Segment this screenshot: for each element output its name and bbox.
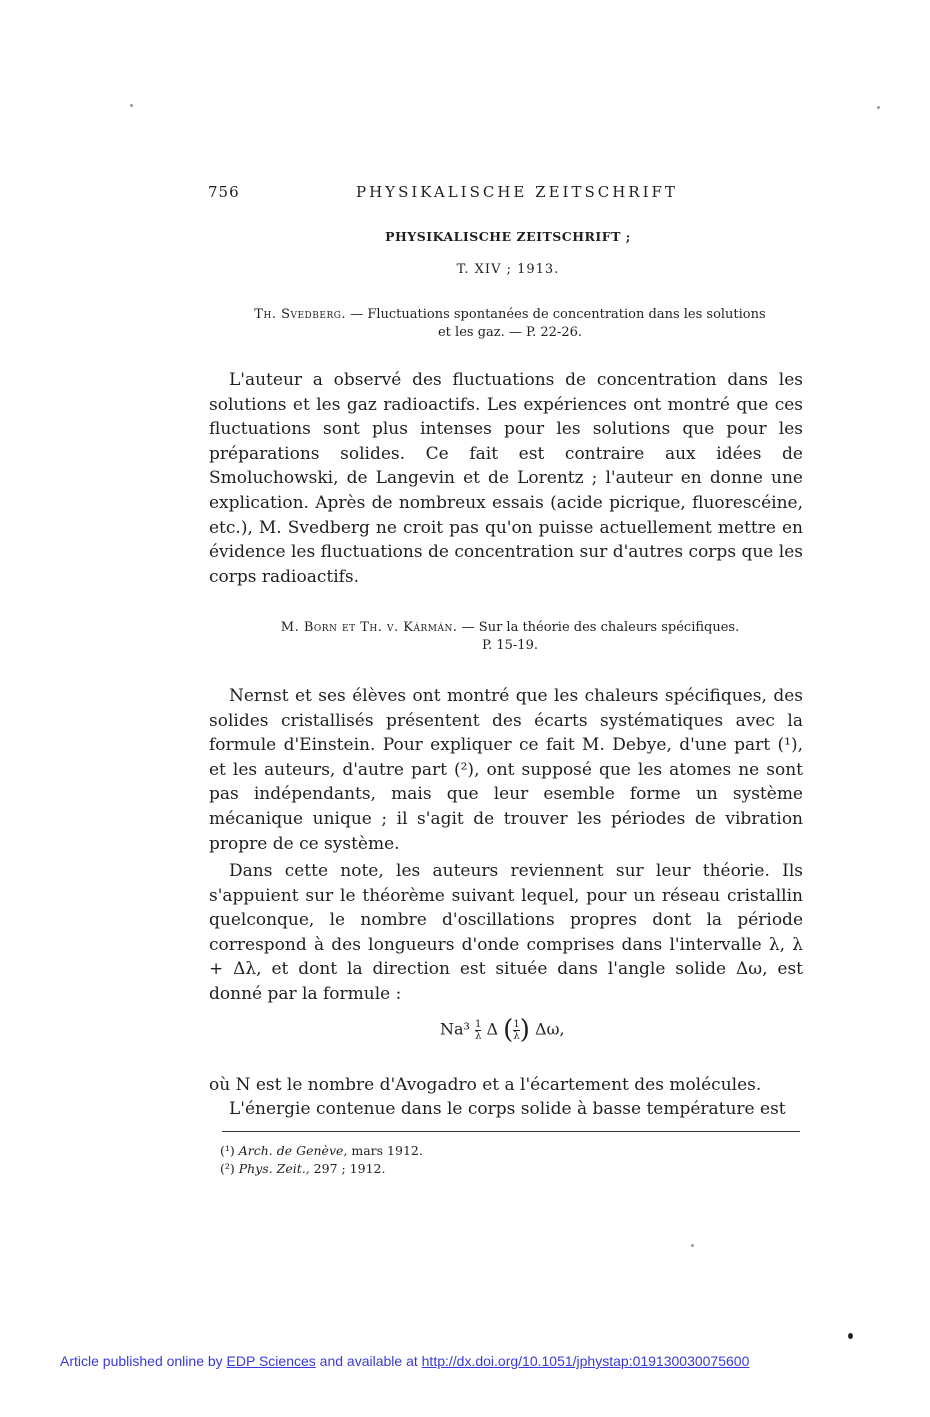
footnote-detail: mars 1912. bbox=[347, 1143, 423, 1158]
journal-running-title: PHYSIKALISCHE ZEITSCHRIFT bbox=[356, 183, 678, 201]
section-volume: T. XIV ; 1913. bbox=[456, 262, 560, 277]
running-head bbox=[208, 183, 808, 205]
footnote-mark: (¹) bbox=[220, 1143, 235, 1158]
formula-lead: Na³ bbox=[440, 1019, 470, 1039]
scan-speck bbox=[848, 1333, 853, 1339]
entry-author: Th. Svedberg. bbox=[254, 307, 347, 322]
footnote-detail: 297 ; 1912. bbox=[309, 1161, 386, 1176]
right-paren: ) bbox=[519, 1015, 530, 1045]
scan-speck bbox=[691, 1244, 694, 1247]
abstract-paragraph-3: Dans cette note, les auteurs reviennent sur leur théorie. Ils s'appuient sur le théorème suivant lequel, pour un réseau cristallin quelconque, le nombre d'oscillations propres dont la période correspond à des longueurs d'onde comprises dans l'intervalle λ, λ + Δλ, et dont la direction est située dans l'angle solide Δω, est donné par la formule : bbox=[209, 861, 803, 1004]
entry-title: — Sur la théorie des chaleurs spécifiques. bbox=[457, 620, 740, 635]
fraction-numerator: 1 bbox=[475, 1018, 482, 1030]
footer-text: and available at bbox=[315, 1353, 422, 1369]
footnote-1 bbox=[220, 1143, 423, 1159]
section-title: PHYSIKALISCHE ZEITSCHRIFT ; bbox=[385, 229, 631, 244]
formula-delta: Δ bbox=[486, 1019, 499, 1039]
scan-speck bbox=[877, 106, 880, 109]
fraction-denominator: λ bbox=[513, 1030, 520, 1042]
page-number: 756 bbox=[208, 183, 240, 201]
abstract-paragraph-4: où N est le nombre d'Avogadro et a l'écartement des molécules. bbox=[209, 1075, 762, 1095]
footnote-rule bbox=[222, 1131, 800, 1132]
abstract-paragraph-2: Nernst et ses élèves ont montré que les chaleurs spécifiques, des solides cristallisés présentent des écarts systématiques avec la formule d'Einstein. Pour expliquer ce fait M. Debye, d'une part (¹), et les auteurs, d'autre part (²), ont supposé que les atomes ne sont pas indépendants, mais que leur esemble forme un système mécanique unique ; il s'agit de trouver les périodes de vibration propre de ce système. bbox=[209, 686, 803, 854]
footnote-2 bbox=[220, 1161, 385, 1177]
footer-text: Article published online by bbox=[60, 1353, 227, 1369]
scan-speck bbox=[130, 104, 133, 107]
fraction-numerator: 1 bbox=[513, 1018, 520, 1030]
entry-title: — Fluctuations spontanées de concentration dans les solutions bbox=[346, 307, 766, 322]
publisher-footer bbox=[60, 1353, 880, 1369]
footnote-mark: (²) bbox=[220, 1161, 235, 1176]
formula bbox=[440, 1015, 600, 1059]
doi-link[interactable]: http://dx.doi.org/10.1051/jphystap:019130030075600 bbox=[421, 1353, 750, 1369]
fraction-denominator: λ bbox=[475, 1030, 482, 1042]
entry-heading-svedberg bbox=[210, 306, 810, 342]
footnote-source: Arch. de Genève, bbox=[238, 1143, 348, 1158]
entry-heading-born-karman bbox=[210, 619, 810, 655]
entry-title-cont: et les gaz. — P. 22-26. bbox=[437, 325, 582, 340]
entry-pages: P. 15-19. bbox=[482, 638, 538, 653]
abstract-paragraph-1: L'auteur a observé des fluctuations de concentration dans les solutions et les gaz radioactifs. Les expériences ont montré que ces fluctuations sont plus intenses pour les solutions que pour les préparations solides. Ce fait est contraire aux idées de Smoluchowski, de Langevin et de Lorentz ; l'auteur en donne une explication. Après de nombreux essais (acide picrique, fluorescéine, etc.), M. Svedberg ne croit pas qu'on puisse actuellement mettre en évidence les fluctuations de concentration sur d'autres corps que les corps radioactifs. bbox=[209, 370, 803, 587]
formula-tail: Δω, bbox=[534, 1019, 565, 1039]
left-paren: ( bbox=[503, 1015, 514, 1045]
footnote-source: Phys. Zeit., bbox=[238, 1161, 310, 1176]
formula-fraction bbox=[475, 1019, 481, 1042]
abstract-paragraph-5: L'énergie contenue dans le corps solide à basse température est bbox=[229, 1099, 786, 1119]
entry-author: M. Born et Th. v. Kármán. bbox=[280, 620, 458, 635]
publisher-link[interactable]: EDP Sciences bbox=[226, 1353, 316, 1369]
